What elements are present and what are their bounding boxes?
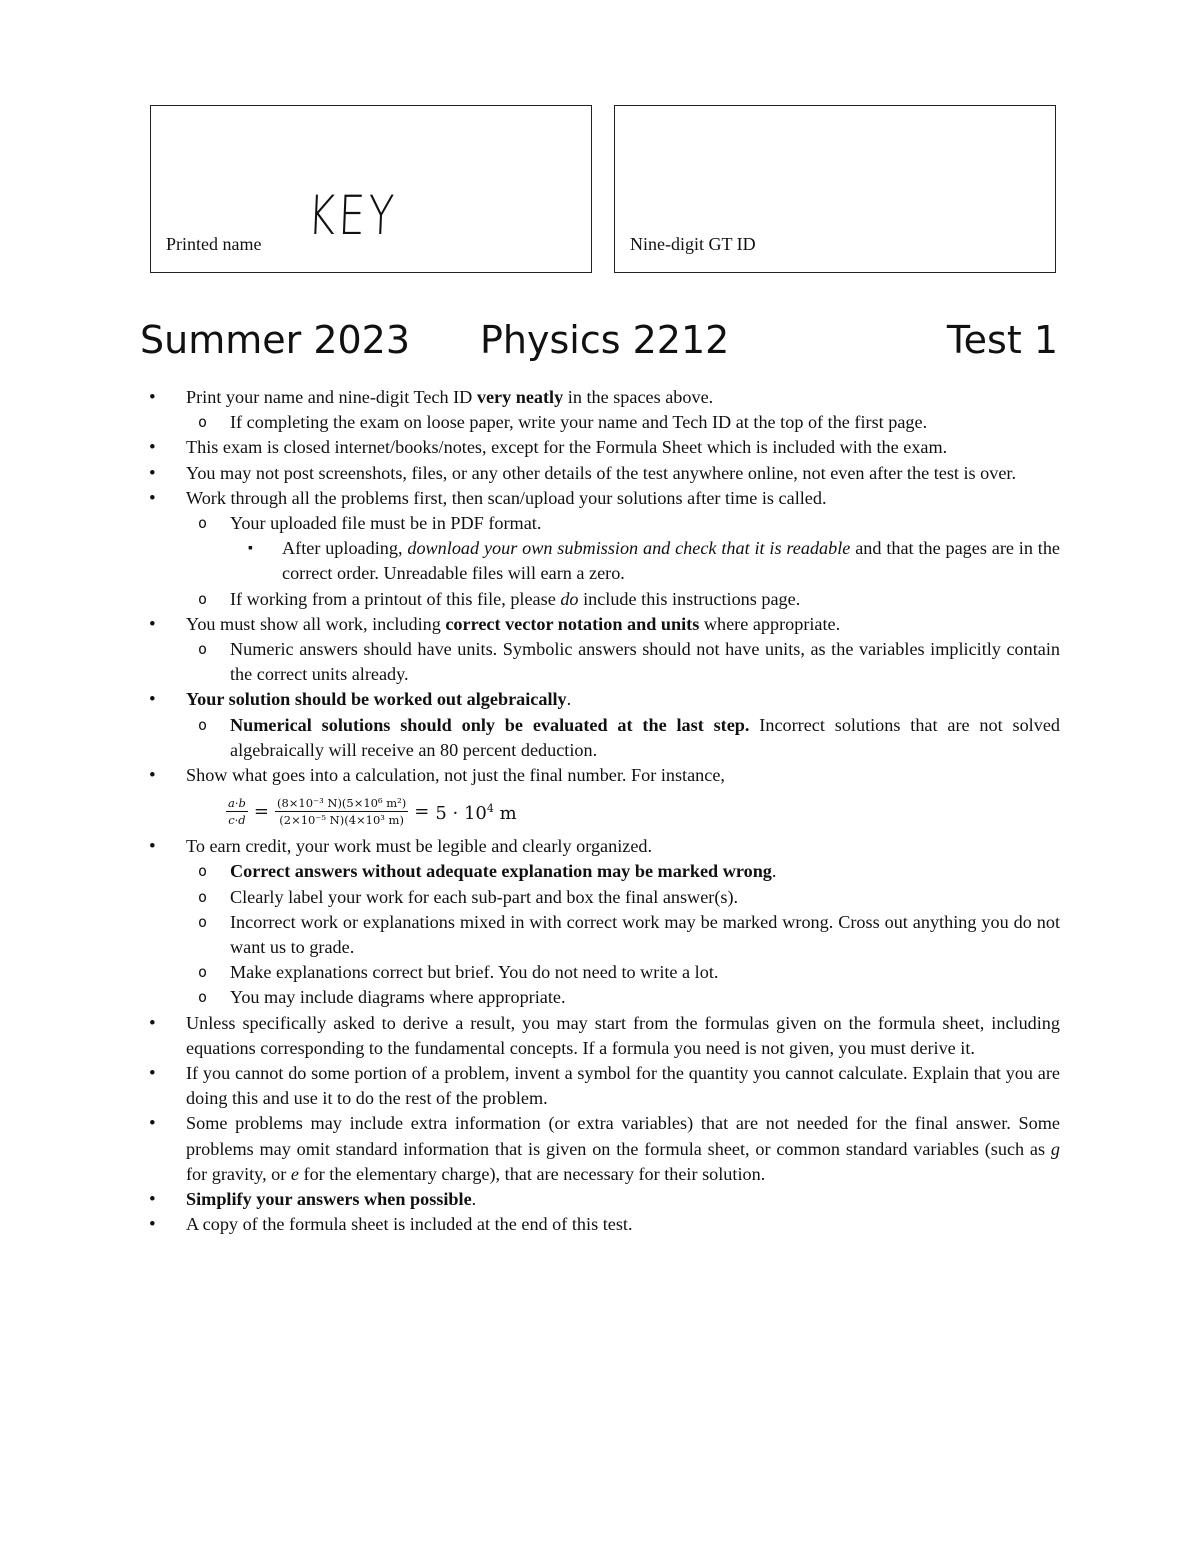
gt-id-box[interactable] bbox=[614, 105, 1056, 273]
equation-rhs-denominator: (2×10⁻⁵ N)(4×10³ m) bbox=[279, 812, 404, 827]
equation-lhs-denominator: c·d bbox=[228, 812, 246, 827]
list-item: • You may not post screenshots, files, or any other details of the test anywhere online, not even after the test is over. bbox=[186, 461, 1060, 486]
instructions-list bbox=[186, 385, 1060, 1238]
equation-rhs-numerator: (8×10⁻³ N)(5×10⁶ m²) bbox=[276, 795, 407, 810]
list-item: o If completing the exam on loose paper, write your name and Tech ID at the top of the first page. bbox=[230, 410, 1060, 435]
course-title: Physics 2212 bbox=[480, 318, 730, 362]
handwritten-name: KEY bbox=[306, 184, 399, 247]
equation-lhs-numerator: a·b bbox=[228, 795, 246, 810]
list-item: • Simplify your answers when possible. bbox=[186, 1187, 1060, 1212]
list-item: • Some problems may include extra information (or extra variables) that are not needed for the final answer. Some problems may omit standard information that is given on the formula sheet, or common standard variables (such as g for gravity, or e for the elementary charge), that are necessary for their solution. bbox=[186, 1111, 1060, 1187]
printed-name-box[interactable] bbox=[150, 105, 592, 273]
list-item: o You may include diagrams where appropriate. bbox=[230, 985, 1060, 1010]
semester-title: Summer 2023 bbox=[140, 318, 411, 362]
list-item: • Show what goes into a calculation, not just the final number. For instance, $\frac{a\cdot b}{c\cdot d}$ = $\frac{\text{(8×10⁻³ N)(5×10⁶ m²)}}{\text{(2×10⁻⁵ N)(4×10³ m)}}$ = $5 \cdot 10^4$ m bbox=[186, 763, 1060, 834]
gt-id-label: Nine-digit GT ID bbox=[630, 234, 756, 254]
list-item: • A copy of the formula sheet is included at the end of this test. bbox=[186, 1212, 1060, 1237]
list-item: ▪ After uploading, download your own submission and check that it is readable and that the pages are in the correct order. Unreadable files will earn a zero. bbox=[282, 536, 1060, 586]
example-equation: $\frac{a\cdot b}{c\cdot d}$ = $\frac{\text{(8×10⁻³ N)(5×10⁶ m²)}}{\text{(2×10⁻⁵ N)(4×10³ m)}}$ = $5 \cdot 10^4$ m bbox=[228, 795, 517, 827]
list-item: • If you cannot do some portion of a problem, invent a symbol for the quantity you cannot calculate. Explain that you are doing this and use it to do the rest of the problem. bbox=[186, 1061, 1060, 1111]
list-item: o Numerical solutions should only be evaluated at the last step. Incorrect solutions that are not solved algebraically will receive an 80 percent deduction. bbox=[230, 713, 1060, 763]
list-item: • You must show all work, including correct vector notation and units where appropriate. o Numeric answers should have units. Symbolic answers should not have units, as the variables implicitly contain the correct units already. bbox=[186, 612, 1060, 688]
list-item: • This exam is closed internet/books/notes, except for the Formula Sheet which is included with the exam. bbox=[186, 435, 1060, 460]
list-item: • Work through all the problems first, then scan/upload your solutions after time is called. o Your uploaded file must be in PDF format. ▪ After uploading, download your own submission and check that it is readable and that the pages are in the correct order. Unreadable files will earn a zero. o If working from a printout of this file, please do include this instructions page. bbox=[186, 486, 1060, 612]
list-item: • To earn credit, your work must be legible and clearly organized. o Correct answers without adequate explanation may be marked wrong. o Clearly label your work for each sub-part and box the final answer(s). o Incorrect work or explanations mixed in with correct work may be marked wrong. Cross out anything you do not want us to grade. o Make explanations correct but brief. You do not need to write a lot. o You may include diagrams where appropriate. bbox=[186, 834, 1060, 1010]
list-item: o Clearly label your work for each sub-part and box the final answer(s). bbox=[230, 885, 1060, 910]
list-item: o Correct answers without adequate explanation may be marked wrong. bbox=[230, 859, 1060, 884]
list-item: o If working from a printout of this file, please do include this instructions page. bbox=[230, 587, 1060, 612]
printed-name-label: Printed name bbox=[166, 234, 262, 254]
list-item: o Numeric answers should have units. Symbolic answers should not have units, as the variables implicitly contain the correct units already. bbox=[230, 637, 1060, 687]
exam-title bbox=[140, 318, 1058, 368]
list-item: o Incorrect work or explanations mixed in with correct work may be marked wrong. Cross out anything you do not want us to grade. bbox=[230, 910, 1060, 960]
list-item: • Your solution should be worked out algebraically. o Numerical solutions should only be evaluated at the last step. Incorrect solutions that are not solved algebraically will receive an 80 percent deduction. bbox=[186, 687, 1060, 763]
list-item: • Print your name and nine-digit Tech ID very neatly in the spaces above. o If completing the exam on loose paper, write your name and Tech ID at the top of the first page. bbox=[186, 385, 1060, 435]
test-title: Test 1 bbox=[946, 318, 1058, 362]
list-item: • Unless specifically asked to derive a result, you may start from the formulas given on the formula sheet, including equations corresponding to the fundamental concepts. If a formula you need is not given, you must derive it. bbox=[186, 1011, 1060, 1061]
equation-result: $5 \cdot 10^4$ m bbox=[435, 802, 517, 825]
list-item: o Your uploaded file must be in PDF format. ▪ After uploading, download your own submission and check that it is readable and that the pages are in the correct order. Unreadable files will earn a zero. bbox=[230, 511, 1060, 587]
list-item: o Make explanations correct but brief. You do not need to write a lot. bbox=[230, 960, 1060, 985]
